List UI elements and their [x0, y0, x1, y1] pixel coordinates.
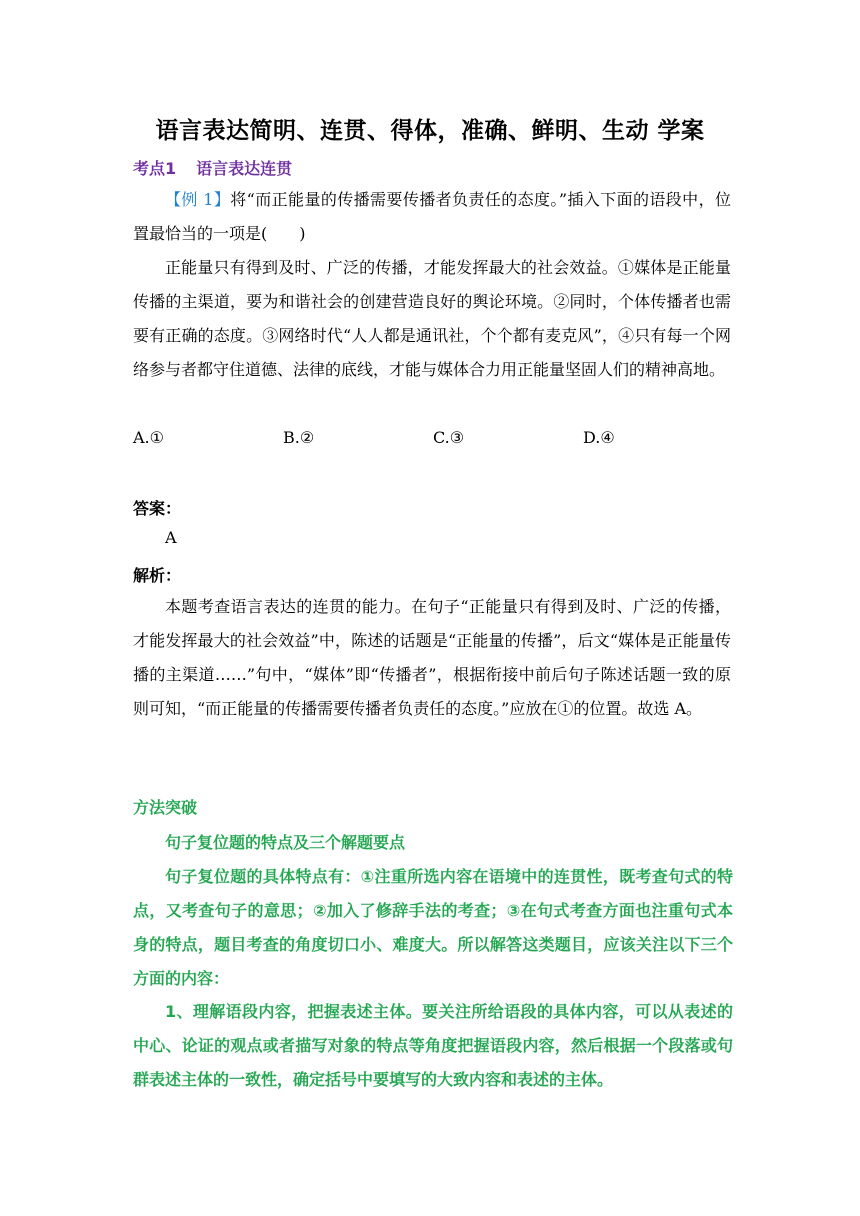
option-d: D.④ — [583, 428, 615, 447]
answer-options — [133, 421, 733, 455]
method-heading: 方法突破 — [133, 798, 198, 817]
method-point-1: 1、理解语段内容，把握表述主体。要关注所给语段的具体内容，可以从表述的中心、论证的观点或者描写对象的特点等角度把握语段内容，然后根据一个段落或句群表述主体的一致性，确定括号中要填写的大致内容和表述的主体。 — [133, 1002, 733, 1089]
section-label: 考点1 — [133, 159, 177, 178]
example-question — [133, 183, 731, 251]
option-c: C.③ — [433, 428, 465, 447]
answer-value: A — [165, 528, 177, 547]
analysis-label: 解析： — [133, 566, 182, 585]
page-title: 语言表达简明、连贯、得体，准确、鲜明、生动 学案 — [155, 118, 705, 144]
example-question-text: 将“而正能量的传播需要传播者负责任的态度。”插入下面的语段中，位置最恰当的一项是( ) — [133, 190, 731, 243]
answer-label: 答案： — [133, 499, 182, 518]
analysis-text: 本题考查语言表达的连贯的能力。在句子“正能量只有得到及时、广泛的传播，才能发挥最大的社会效益”中，陈述的话题是“正能量的传播”，后文“媒体是正能量传播的主渠道……”句中，“媒体”即“传播者”，根据衔接中前后句子陈述话题一致的原则可知，“而正能量的传播需要传播者负责任的态度。”应放在①的位置。故选 A。 — [133, 597, 731, 718]
example-passage: 正能量只有得到及时、广泛的传播，才能发挥最大的社会效益。①媒体是正能量传播的主渠道，要为和谐社会的创建营造良好的舆论环境。②同时，个体传播者也需要有正确的态度。③网络时代“人人都是通讯社，个个都有麦克风”，④只有每一个网络参与者都守住道德、法律的底线，才能与媒体合力用正能量坚固人们的精神高地。 — [133, 258, 731, 379]
method-features: 句子复位题的具体特点有：①注重所选内容在语境中的连贯性，既考查句式的特点，又考查句子的意思；②加入了修辞手法的考查；③在句式考查方面也注重句式本身的特点，题目考查的角度切口小、难度大。所以解答这类题目，应该关注以下三个方面的内容： — [133, 867, 733, 988]
option-a: A.① — [133, 428, 164, 447]
section-name: 语言表达连贯 — [196, 159, 293, 178]
section-heading — [133, 156, 292, 179]
method-subtitle: 句子复位题的特点及三个解题要点 — [165, 833, 406, 852]
option-b: B.② — [283, 428, 315, 447]
example-tag: 【例 1】 — [165, 190, 231, 209]
